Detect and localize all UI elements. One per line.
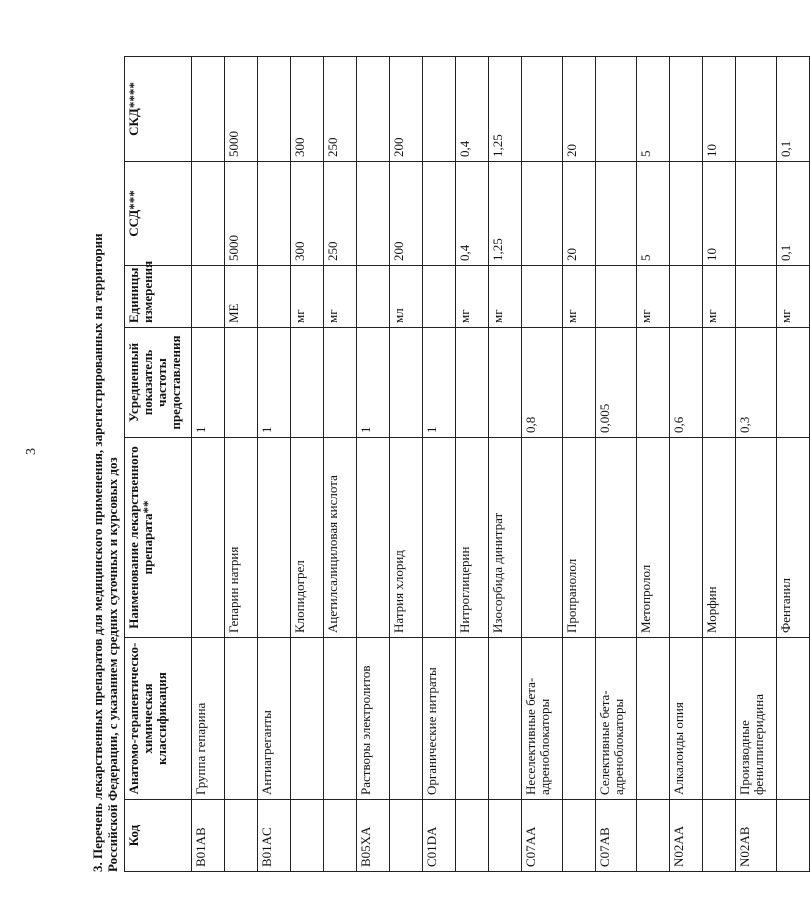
cell-code bbox=[777, 800, 810, 872]
cell-skd bbox=[522, 57, 563, 162]
cell-drug: Гепарин натрия bbox=[225, 438, 258, 638]
header-unit: Единицы измерения bbox=[125, 266, 192, 328]
cell-skd: 5000 bbox=[225, 57, 258, 162]
cell-skd: 200 bbox=[390, 57, 423, 162]
cell-code: B01AB bbox=[192, 800, 225, 872]
cell-skd: 0,4 bbox=[456, 57, 489, 162]
heading-line-2: Российской Федерации, с указанием средних суточных и курсовых доз bbox=[105, 457, 120, 872]
cell-frequency bbox=[456, 328, 489, 438]
table-row bbox=[225, 57, 258, 872]
header-row bbox=[125, 57, 192, 872]
cell-frequency: 0,8 bbox=[522, 328, 563, 438]
cell-ssd: 10 bbox=[703, 162, 736, 266]
cell-drug: Метопролол bbox=[637, 438, 670, 638]
table-row bbox=[324, 57, 357, 872]
cell-ssd: 250 bbox=[324, 162, 357, 266]
cell-atc bbox=[390, 638, 423, 800]
cell-unit bbox=[258, 266, 291, 328]
cell-unit bbox=[596, 266, 637, 328]
cell-skd bbox=[596, 57, 637, 162]
cell-drug: Нитроглицерин bbox=[456, 438, 489, 638]
cell-code bbox=[324, 800, 357, 872]
table-row bbox=[637, 57, 670, 872]
cell-drug: Клопидогрел bbox=[291, 438, 324, 638]
cell-unit: мг bbox=[777, 266, 810, 328]
page-number: 3 bbox=[24, 448, 39, 455]
cell-frequency bbox=[390, 328, 423, 438]
cell-frequency bbox=[225, 328, 258, 438]
cell-unit: мг bbox=[291, 266, 324, 328]
cell-code: N02AA bbox=[670, 800, 703, 872]
header-frequency: Усредненный показатель частоты предоставления bbox=[125, 328, 192, 438]
cell-atc: Группа гепарина bbox=[192, 638, 225, 800]
drug-table bbox=[124, 56, 810, 872]
cell-ssd bbox=[423, 162, 456, 266]
cell-atc: Алкалоиды опия bbox=[670, 638, 703, 800]
table-row bbox=[258, 57, 291, 872]
cell-code bbox=[291, 800, 324, 872]
cell-unit: мг bbox=[703, 266, 736, 328]
cell-unit bbox=[670, 266, 703, 328]
cell-ssd: 0,4 bbox=[456, 162, 489, 266]
cell-skd: 10 bbox=[703, 57, 736, 162]
cell-atc: Производные фенилпиперидина bbox=[736, 638, 777, 800]
table-row bbox=[670, 57, 703, 872]
cell-skd: 1,25 bbox=[489, 57, 522, 162]
cell-drug bbox=[192, 438, 225, 638]
table-row bbox=[291, 57, 324, 872]
cell-unit: мг bbox=[489, 266, 522, 328]
cell-ssd bbox=[596, 162, 637, 266]
cell-drug bbox=[357, 438, 390, 638]
cell-skd bbox=[258, 57, 291, 162]
table-row bbox=[736, 57, 777, 872]
header-code: Код bbox=[125, 800, 192, 872]
cell-code: B05XA bbox=[357, 800, 390, 872]
cell-skd bbox=[357, 57, 390, 162]
cell-unit: мг bbox=[637, 266, 670, 328]
cell-drug: Натрия хлорид bbox=[390, 438, 423, 638]
cell-skd: 250 bbox=[324, 57, 357, 162]
cell-ssd bbox=[192, 162, 225, 266]
cell-frequency: 0,005 bbox=[596, 328, 637, 438]
cell-code bbox=[456, 800, 489, 872]
cell-frequency bbox=[563, 328, 596, 438]
cell-ssd bbox=[258, 162, 291, 266]
cell-frequency: 1 bbox=[423, 328, 456, 438]
cell-ssd bbox=[670, 162, 703, 266]
cell-drug: Изосорбида динитрат bbox=[489, 438, 522, 638]
cell-unit bbox=[357, 266, 390, 328]
cell-frequency: 1 bbox=[357, 328, 390, 438]
cell-atc bbox=[637, 638, 670, 800]
cell-code bbox=[489, 800, 522, 872]
cell-atc: Селективные бета-адреноблокаторы bbox=[596, 638, 637, 800]
cell-code: C07AB bbox=[596, 800, 637, 872]
cell-skd bbox=[423, 57, 456, 162]
table-row bbox=[522, 57, 563, 872]
cell-code: N02AB bbox=[736, 800, 777, 872]
cell-ssd: 5 bbox=[637, 162, 670, 266]
cell-atc bbox=[489, 638, 522, 800]
table-row bbox=[357, 57, 390, 872]
cell-ssd: 5000 bbox=[225, 162, 258, 266]
cell-unit bbox=[192, 266, 225, 328]
cell-code bbox=[563, 800, 596, 872]
cell-frequency: 1 bbox=[258, 328, 291, 438]
table-row bbox=[563, 57, 596, 872]
cell-ssd: 1,25 bbox=[489, 162, 522, 266]
cell-skd: 5 bbox=[637, 57, 670, 162]
cell-atc: Антиагреганты bbox=[258, 638, 291, 800]
cell-ssd bbox=[522, 162, 563, 266]
cell-drug bbox=[670, 438, 703, 638]
cell-atc bbox=[563, 638, 596, 800]
cell-frequency: 1 bbox=[192, 328, 225, 438]
cell-atc bbox=[703, 638, 736, 800]
cell-code bbox=[703, 800, 736, 872]
cell-atc: Неселективные бета-адреноблокаторы bbox=[522, 638, 563, 800]
header-skd: СКД**** bbox=[125, 57, 192, 162]
cell-atc: Органические нитраты bbox=[423, 638, 456, 800]
table-row bbox=[423, 57, 456, 872]
cell-atc bbox=[777, 638, 810, 800]
cell-unit bbox=[736, 266, 777, 328]
cell-unit bbox=[522, 266, 563, 328]
cell-drug: Морфин bbox=[703, 438, 736, 638]
cell-ssd bbox=[357, 162, 390, 266]
table-row bbox=[489, 57, 522, 872]
cell-ssd: 300 bbox=[291, 162, 324, 266]
cell-frequency bbox=[703, 328, 736, 438]
cell-ssd: 200 bbox=[390, 162, 423, 266]
section-heading bbox=[90, 52, 124, 872]
cell-skd: 300 bbox=[291, 57, 324, 162]
cell-unit: мг bbox=[456, 266, 489, 328]
cell-skd: 20 bbox=[563, 57, 596, 162]
cell-code: B01AC bbox=[258, 800, 291, 872]
cell-code: C01DA bbox=[423, 800, 456, 872]
cell-code bbox=[637, 800, 670, 872]
cell-unit: мг bbox=[563, 266, 596, 328]
cell-drug bbox=[596, 438, 637, 638]
cell-atc bbox=[291, 638, 324, 800]
table-row bbox=[703, 57, 736, 872]
header-drug: Наименование лекарственного препарата** bbox=[125, 438, 192, 638]
cell-drug: Фентанил bbox=[777, 438, 810, 638]
header-atc: Анатомо-терапевтическо-химическая классификация bbox=[125, 638, 192, 800]
cell-code: C07AA bbox=[522, 800, 563, 872]
cell-frequency bbox=[291, 328, 324, 438]
cell-atc bbox=[225, 638, 258, 800]
cell-frequency bbox=[489, 328, 522, 438]
cell-ssd: 0,1 bbox=[777, 162, 810, 266]
cell-skd bbox=[192, 57, 225, 162]
cell-atc bbox=[324, 638, 357, 800]
heading-line-1: 3. Перечень лекарственных препаратов для медицинского применения, зарегистрированных на территории bbox=[90, 233, 105, 872]
header-ssd: ССД*** bbox=[125, 162, 192, 266]
cell-unit: мг bbox=[324, 266, 357, 328]
cell-frequency bbox=[324, 328, 357, 438]
table-row bbox=[777, 57, 810, 872]
cell-skd: 0,1 bbox=[777, 57, 810, 162]
cell-drug bbox=[258, 438, 291, 638]
cell-drug bbox=[522, 438, 563, 638]
cell-drug bbox=[736, 438, 777, 638]
cell-ssd bbox=[736, 162, 777, 266]
table-row bbox=[390, 57, 423, 872]
cell-unit: мл bbox=[390, 266, 423, 328]
cell-skd bbox=[736, 57, 777, 162]
cell-frequency bbox=[637, 328, 670, 438]
cell-frequency: 0,3 bbox=[736, 328, 777, 438]
cell-unit: МЕ bbox=[225, 266, 258, 328]
cell-skd bbox=[670, 57, 703, 162]
table-row bbox=[192, 57, 225, 872]
cell-ssd: 20 bbox=[563, 162, 596, 266]
cell-frequency bbox=[777, 328, 810, 438]
cell-code bbox=[390, 800, 423, 872]
cell-atc bbox=[456, 638, 489, 800]
cell-drug: Пропранолол bbox=[563, 438, 596, 638]
cell-code bbox=[225, 800, 258, 872]
cell-unit bbox=[423, 266, 456, 328]
rotated-page-content bbox=[90, 52, 793, 872]
cell-frequency: 0,6 bbox=[670, 328, 703, 438]
cell-atc: Растворы электролитов bbox=[357, 638, 390, 800]
cell-drug: Ацетилсалициловая кислота bbox=[324, 438, 357, 638]
cell-drug bbox=[423, 438, 456, 638]
table-row bbox=[596, 57, 637, 872]
table-row bbox=[456, 57, 489, 872]
